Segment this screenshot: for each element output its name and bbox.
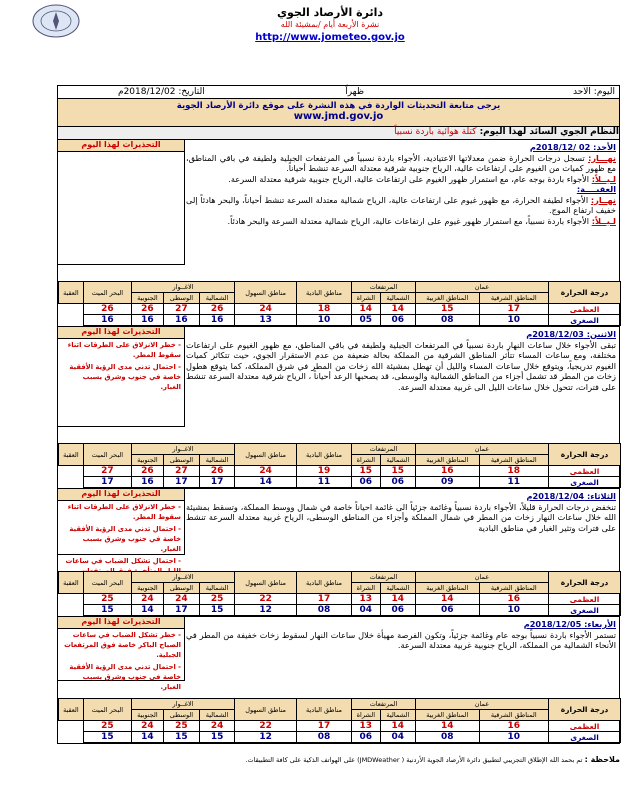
col-header: المناطق الغربية	[415, 710, 479, 721]
col-header: الشمالية	[380, 293, 415, 304]
temp-cell: 27	[163, 304, 199, 315]
temp-cell: 17	[163, 605, 199, 616]
temp-cell: 15	[83, 732, 131, 743]
temp-cell: 14	[131, 732, 163, 743]
temperature-table	[58, 698, 621, 743]
temp-cell: 24	[131, 721, 163, 732]
warnings-title: التحذيرات لهذا اليوم	[58, 617, 184, 629]
temp-cell: 17	[297, 594, 352, 605]
note-label: ملاحظة :	[584, 755, 620, 764]
col-header: المناطق الغربية	[415, 455, 479, 466]
col-header: الشمالية	[380, 583, 415, 594]
col-header: المرتفعات	[351, 282, 415, 293]
temp-cell: 27	[83, 466, 131, 477]
temp-cell: 24	[163, 594, 199, 605]
temp-cell: 25	[83, 594, 131, 605]
night-period-text: الأجواء باردة بوجه عام، مع استمرار ظهور الغيوم على ارتفاعات عالية، الرياح جنوبية شرقية معتدلة السرعة.	[228, 173, 592, 184]
col-header: عمان	[415, 572, 548, 583]
temp-cell: 18	[297, 304, 352, 315]
website-link[interactable]: http://www.jometeo.gov.jo	[255, 32, 405, 43]
temp-cell: 14	[131, 605, 163, 616]
col-header: الوسطى	[163, 710, 199, 721]
warning-item: - خطر الانزلاق على الطرقات اثناء سقوط المطر.	[67, 503, 181, 521]
warnings-box	[58, 489, 185, 565]
warning-item: - احتمال تشكل الضباب في ساعات	[65, 557, 181, 565]
temp-cell: 16	[415, 466, 479, 477]
col-header: الشمالية	[199, 293, 234, 304]
temp-cell: 08	[415, 732, 479, 743]
temp-cell: 17	[163, 477, 199, 488]
day-period-text: تسجل درجات الحرارة ضمن معدلاتها الاعتيادية، الأجواء باردة نسبياً في المرتفعات الجبلية ولطيفة في باقي المناطق، مع ظهور كميات من الغيوم على ارتفاعات عالية، الرياح جنوبية شرقية معتدلة السرعة تنشط أحياناً.	[186, 152, 616, 173]
temp-cell: 10	[479, 732, 548, 743]
temp-cell: 15	[351, 466, 380, 477]
temp-cell: 10	[297, 315, 352, 326]
col-header: عمان	[415, 444, 548, 455]
col-header: الاغــوار	[131, 699, 234, 710]
temp-cell: 05	[351, 315, 380, 326]
time-label: ظهراً	[345, 87, 364, 97]
warning-item: - خطر الانزلاق على الطرقات اثناء سقوط المطر.	[67, 341, 181, 359]
note-text: تم بحمد الله الإطلاق التجريبي لتطبيق دائرة الأرصاد الجوية الأردنية ( JMDWeather) على الهواتف الذكية على كافة التطبيقات.	[245, 756, 583, 764]
bulletin-subtitle: نشرة الأربعة أيام /بمشيئة الله	[280, 20, 380, 29]
notice-banner	[58, 99, 619, 127]
temperature-table	[58, 281, 621, 326]
temp-cell: 16	[131, 477, 163, 488]
temp-cell: 15	[380, 466, 415, 477]
temp-cell: 18	[479, 466, 548, 477]
temp-cell: 24	[235, 466, 297, 477]
col-header: مناطق البادية	[297, 282, 352, 304]
notice-text: يرجى متابعة التحديثات الواردة في هذه النشرة على موقع دائرة الأرصاد الجوية	[176, 101, 501, 111]
col-header: الشمالية	[199, 583, 234, 594]
temp-cell: 06	[380, 605, 415, 616]
col-header: عمان	[415, 282, 548, 293]
day-forecast-text	[183, 617, 619, 653]
col-header: الشمالية	[199, 710, 234, 721]
col-header: المناطق الشرقية	[479, 710, 548, 721]
day-text: تستمر الأجواء باردة نسبياً بوجه عام وغائمة جزئياً، وتكون الفرصة مهيأة خلال ساعات النهار لسقوط زخات خفيفة من المطر في الأنحاء الشمالية من المملكة، الرياح جنوبية غربية معتدلة السرعة.	[186, 629, 616, 650]
temp-cell: 14	[235, 477, 297, 488]
temp-cell: 14	[380, 594, 415, 605]
col-header: العقبة	[59, 699, 84, 721]
temp-cell: 04	[380, 732, 415, 743]
col-header: درجة الحرارة	[549, 572, 621, 594]
temp-cell: 04	[351, 605, 380, 616]
day-text: تبقى الأجواء خلال ساعات النهار باردة نسبياً في المرتفعات الجبلية ولطيفة في باقي المناطق، مع ظهور الغيوم على ارتفاعات مختلفة، ومع ساعات المساء تتأثر المناطق الشرقية من المملكة بحالة ضعيفة من عدم الاستقرار الجوي، حيث تتكاثر كميات الغيوم تدريجياً، ويتوقع خلال ساعات المساء والليل أن تهطل بمشيئة الله زخات من المطر في شرق المملكة، كما يتوقع هطول زخات من المطر قد تشمل أجزاء من المناطق الشمالية والوسطى، قد يصحبها الرعد أحياناً ، الرياح شرقية معتدلة السرعة تنشط على فترات، تتحول خلال ساعات الليل الى غربية معتدلة السرعة.	[186, 339, 616, 392]
col-header: العقبة	[59, 444, 84, 466]
warnings-title: التحذيرات لهذا اليوم	[58, 327, 184, 339]
col-header: العقبة	[59, 282, 84, 304]
temp-cell: 08	[297, 605, 352, 616]
col-header: مناطق السهول	[235, 444, 297, 466]
col-header: المرتفعات	[351, 572, 415, 583]
col-header: المناطق الشرقية	[479, 455, 548, 466]
row-label: الصغرى	[549, 315, 621, 326]
temp-cell: 14	[415, 721, 479, 732]
weather-system-row	[58, 127, 619, 140]
col-header: الجنوبية	[131, 710, 163, 721]
temp-cell: 06	[380, 315, 415, 326]
footer-note	[90, 755, 620, 764]
col-header: المناطق الغربية	[415, 293, 479, 304]
temp-cell: 16	[163, 315, 199, 326]
temperature-table	[58, 571, 621, 616]
col-header: مناطق السهول	[235, 572, 297, 594]
temp-cell: 06	[415, 605, 479, 616]
temp-cell: 15	[83, 605, 131, 616]
aqaba-heading: العقبــــة:	[576, 184, 616, 194]
temp-cell: 15	[163, 732, 199, 743]
col-header: الوسطى	[163, 293, 199, 304]
col-header: مناطق السهول	[235, 282, 297, 304]
temp-cell: 27	[163, 466, 199, 477]
day-block	[58, 617, 619, 743]
col-header: البحر الميت	[83, 282, 131, 304]
warning-item: - احتمال تدني مدى الرؤية الأفقية خاصة في جنوب وشرق بسبب الغبار.	[69, 663, 181, 691]
col-header: الشمالية	[380, 455, 415, 466]
temp-cell: 19	[297, 466, 352, 477]
col-header: المناطق الغربية	[415, 583, 479, 594]
temp-cell: 08	[415, 315, 479, 326]
temp-cell: 26	[131, 304, 163, 315]
col-header: العقبة	[59, 572, 84, 594]
col-header: الاغــوار	[131, 282, 234, 293]
col-header: الشمالية	[199, 455, 234, 466]
col-header: البحر الميت	[83, 699, 131, 721]
temp-cell: 06	[380, 477, 415, 488]
col-header: الاغــوار	[131, 572, 234, 583]
forecast-bulletin	[57, 85, 620, 744]
col-header: الشراة	[351, 455, 380, 466]
row-label: الصغرى	[549, 477, 621, 488]
temp-cell: 26	[83, 304, 131, 315]
row-label: العظمى	[549, 721, 621, 732]
col-header: مناطق البادية	[297, 444, 352, 466]
temp-cell: 11	[479, 477, 548, 488]
day-forecast-text	[183, 489, 619, 535]
temp-cell: 06	[351, 732, 380, 743]
temp-cell: 15	[199, 605, 234, 616]
col-header: الوسطى	[163, 583, 199, 594]
warnings-title: التحذيرات لهذا اليوم	[58, 140, 184, 152]
day-heading: الاثنين: 2018/12/03م	[526, 329, 616, 339]
temp-cell: 14	[415, 594, 479, 605]
row-label: الصغرى	[549, 605, 621, 616]
col-header: الشمالية	[380, 710, 415, 721]
warning-item: - خطر تشكل الضباب في ساعات الصباح الباكر خاصة فوق المرتفعات الجبلية.	[64, 631, 181, 659]
warnings-box	[58, 617, 185, 691]
temp-cell: 11	[297, 477, 352, 488]
warning-item: - احتمال تدني مدى الرؤية الأفقية خاصة في جنوب وشرق بسبب الغبار.	[69, 363, 181, 391]
aqaba-night-label: لـيــلاً:	[591, 215, 616, 226]
col-header: المناطق الشرقية	[479, 583, 548, 594]
temp-cell: 13	[235, 315, 297, 326]
day-block	[58, 327, 619, 489]
day-heading: الثلاثاء: 2018/12/04م	[526, 491, 616, 501]
col-header: مناطق البادية	[297, 699, 352, 721]
temp-cell: 14	[351, 304, 380, 315]
aqaba-night-text: الأجواء باردة نسبياً، مع استمرار ظهور غيوم على ارتفاعات عالية، الرياح شمالية معتدلة السرعة والبحر هادئاً.	[227, 215, 592, 226]
col-header: الاغــوار	[131, 444, 234, 455]
temp-cell: 25	[199, 594, 234, 605]
row-label: العظمى	[549, 466, 621, 477]
temp-cell: 26	[199, 466, 234, 477]
temp-cell: 17	[479, 304, 548, 315]
warnings-box	[58, 140, 185, 265]
row-label: العظمى	[549, 594, 621, 605]
col-header: الجنوبية	[131, 583, 163, 594]
col-header: البحر الميت	[83, 444, 131, 466]
col-header: عمان	[415, 699, 548, 710]
col-header: الوسطى	[163, 455, 199, 466]
day-label: اليوم: الاحد	[573, 87, 615, 97]
temp-cell: 26	[131, 466, 163, 477]
day-period-label: نهـــار:	[588, 152, 616, 163]
day-forecast-text	[183, 140, 619, 228]
col-header: الشراة	[351, 710, 380, 721]
jmd-logo-icon	[32, 4, 80, 38]
temp-cell: 14	[380, 304, 415, 315]
col-header: الشراة	[351, 583, 380, 594]
notice-site[interactable]: www.jmd.gov.jo	[293, 111, 384, 122]
warnings-title: التحذيرات لهذا اليوم	[58, 489, 184, 501]
temp-cell: 17	[199, 477, 234, 488]
col-header: المرتفعات	[351, 699, 415, 710]
temp-cell: 16	[199, 315, 234, 326]
day-text: تنخفض درجات الحرارة قليلاً، الأجواء باردة نسبياً وغائمة جزئياً الى غائمة احياناً خاصة في شمال ووسط المملكة، وتسقط بمشيئة الله خلال ساعات النهار زخات من المطر في شمال المملكة وأجزاء من المناطق الوسطى، الرياح غربية معتدلة السرعة تنشط على فترات وتثير الغبار في مناطق البادية	[186, 501, 616, 533]
temp-cell: 25	[163, 721, 199, 732]
temp-cell: 16	[83, 315, 131, 326]
date-label: التاريخ: 2018/12/02م	[118, 87, 205, 97]
temp-cell: 22	[235, 594, 297, 605]
system-value: كتلة هوائية باردة نسبياً	[394, 127, 477, 137]
temp-cell: 13	[351, 594, 380, 605]
date-row	[58, 86, 619, 99]
col-header: الجنوبية	[131, 455, 163, 466]
header	[0, 0, 634, 80]
col-header: مناطق السهول	[235, 699, 297, 721]
temp-cell: 14	[380, 721, 415, 732]
temp-cell: 13	[351, 721, 380, 732]
row-label: الصغرى	[549, 732, 621, 743]
warning-item: - احتمال تدني مدى الرؤية الأفقية خاصة في جنوب وشرق بسبب الغبار.	[69, 525, 181, 553]
col-header: درجة الحرارة	[549, 699, 621, 721]
temp-cell: 17	[297, 721, 352, 732]
temp-cell: 16	[479, 721, 548, 732]
temp-cell: 16	[131, 315, 163, 326]
col-header: المناطق الشرقية	[479, 293, 548, 304]
col-header: الجنوبية	[131, 293, 163, 304]
col-header: درجة الحرارة	[549, 282, 621, 304]
day-heading: الأحد: 02 /2018/12م	[529, 142, 616, 152]
temp-cell: 24	[235, 304, 297, 315]
aqaba-day-label: نهــار:	[590, 194, 616, 205]
temp-cell: 12	[235, 732, 297, 743]
temp-cell: 10	[479, 605, 548, 616]
col-header: الشراة	[351, 293, 380, 304]
temp-cell: 06	[351, 477, 380, 488]
temp-cell: 25	[83, 721, 131, 732]
col-header: البحر الميت	[83, 572, 131, 594]
temp-cell: 12	[235, 605, 297, 616]
system-label: النظام الجوي السائد لهذا اليوم:	[479, 127, 619, 137]
temp-cell: 15	[415, 304, 479, 315]
day-heading: الأربعاء: 2018/12/05م	[523, 619, 616, 629]
temp-cell: 22	[235, 721, 297, 732]
temp-cell: 10	[479, 315, 548, 326]
temp-cell: 17	[83, 477, 131, 488]
temp-cell: 09	[415, 477, 479, 488]
day-block	[58, 140, 619, 327]
temp-cell: 24	[199, 721, 234, 732]
row-label: العظمى	[549, 304, 621, 315]
aqaba-day-text: الأجواء لطيفة الحرارة، مع ظهور غيوم على ارتفاعات عالية، الرياح شمالية معتدلة السرعة تنشط أحياناً، والبحر هادئاً إلى خفيف ارتفاع الموج.	[186, 194, 616, 215]
org-title: دائرة الأرصاد الجوي	[276, 6, 384, 19]
col-header: المرتفعات	[351, 444, 415, 455]
temperature-table	[58, 443, 621, 488]
temp-cell: 26	[199, 304, 234, 315]
col-header: مناطق البادية	[297, 572, 352, 594]
day-block	[58, 489, 619, 617]
warnings-box	[58, 327, 185, 427]
col-header: درجة الحرارة	[549, 444, 621, 466]
temp-cell: 16	[479, 594, 548, 605]
temp-cell: 24	[131, 594, 163, 605]
temp-cell: 08	[297, 732, 352, 743]
temp-cell: 15	[199, 732, 234, 743]
night-period-label: لـيــلاً:	[591, 173, 616, 184]
day-forecast-text	[183, 327, 619, 394]
